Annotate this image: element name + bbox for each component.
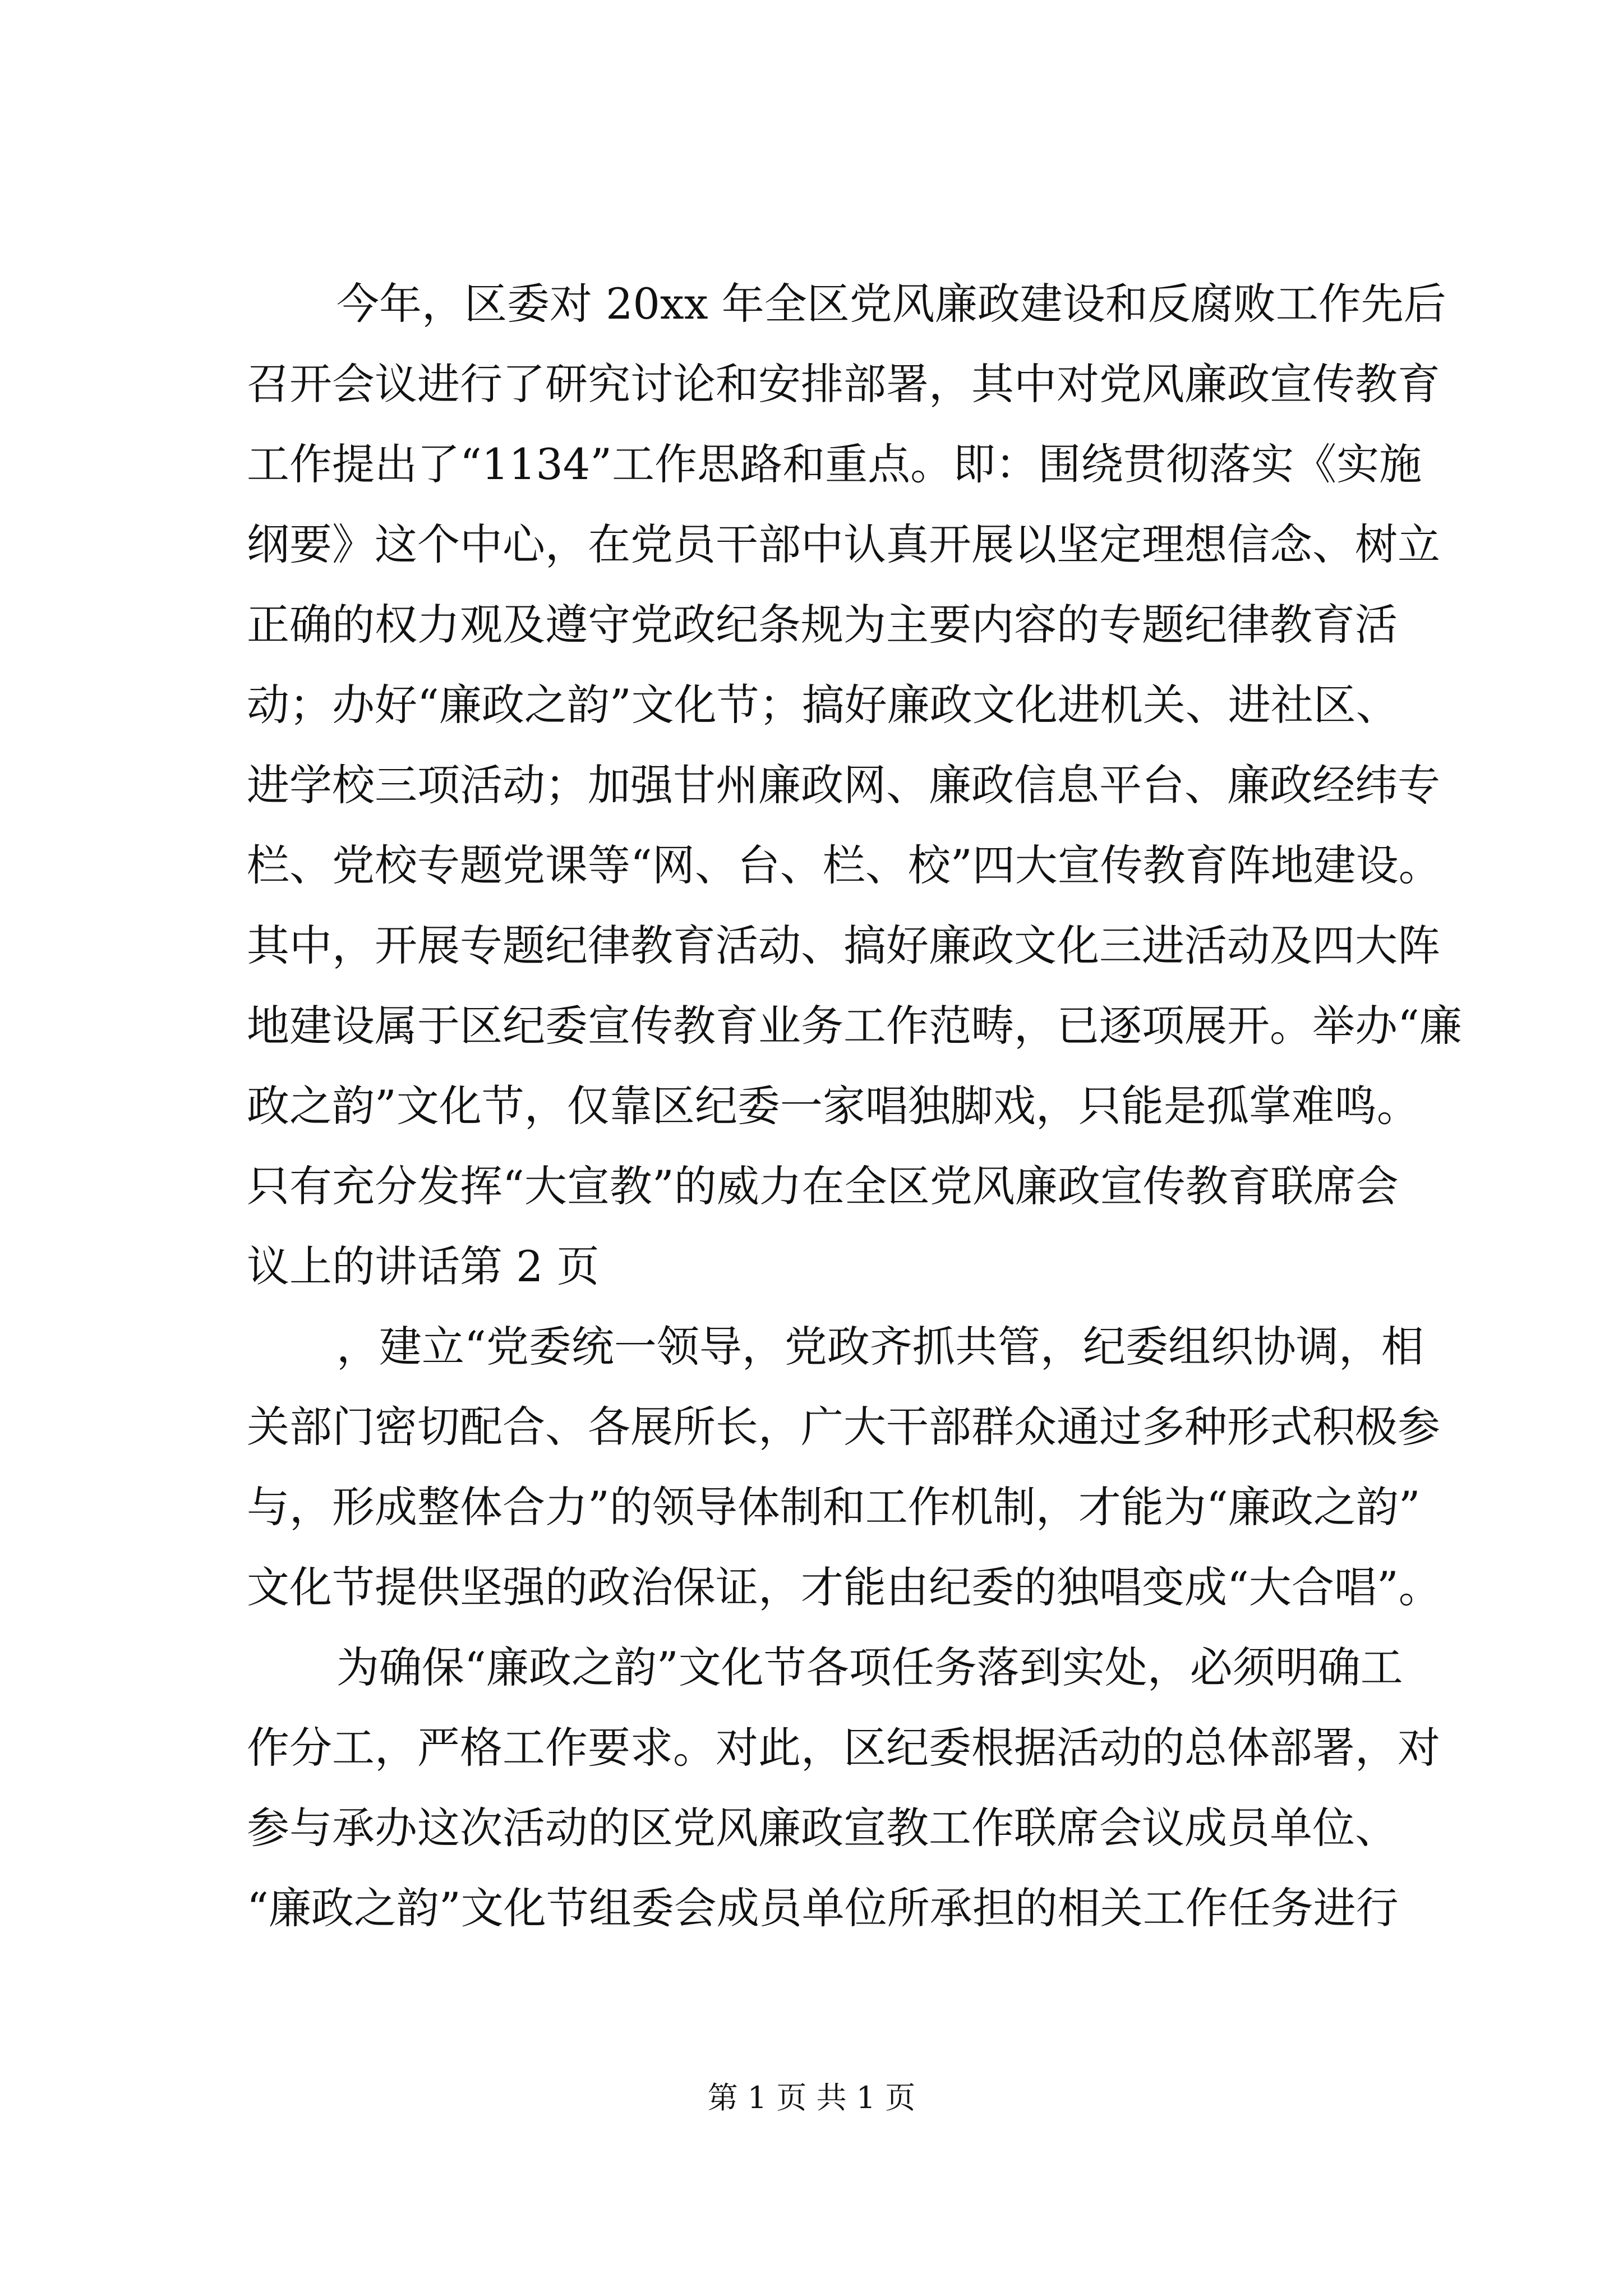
paragraph-line: 进学校三项活动；加强甘州廉政网、廉政信息平台、廉政经纬专 <box>247 760 1440 810</box>
paragraph-line: 议上的讲话第 2 页 <box>247 1241 600 1291</box>
paragraph-line: 今年，区委对 20xx 年全区党风廉政建设和反腐败工作先后 <box>336 279 1446 329</box>
paragraph-line: 其中，开展专题纪律教育活动、搞好廉政文化三进活动及四大阵 <box>247 921 1440 970</box>
document-body <box>247 264 1462 1948</box>
paragraph-line: 参与承办这次活动的区党风廉政宣教工作联席会议成员单位、 <box>247 1803 1398 1853</box>
paragraph-line: 地建设属于区纪委宣传教育业务工作范畴，已逐项展开。举办“廉 <box>247 1001 1462 1051</box>
paragraph-line: 召开会议进行了研究讨论和安排部署，其中对党风廉政宣传教育 <box>247 359 1440 409</box>
paragraph-line: 为确保“廉政之韵”文化节各项任务落到实处，必须明确工 <box>336 1642 1403 1692</box>
paragraph-line: 与，形成整体合力”的领导体制和工作机制，才能为“廉政之韵” <box>247 1482 1421 1532</box>
paragraph-line: 作分工，严格工作要求。对此，区纪委根据活动的总体部署，对 <box>247 1723 1440 1773</box>
paragraph-line: 文化节提供坚强的政治保证，才能由纪委的独唱变成“大合唱”。 <box>247 1562 1441 1612</box>
paragraph-line: 关部门密切配合、各展所长，广大干部群众通过多种形式积极参 <box>247 1402 1440 1452</box>
paragraph-line: 动；办好“廉政之韵”文化节；搞好廉政文化进机关、进社区、 <box>247 680 1399 730</box>
paragraph-line: 工作提出了“1134”工作思路和重点。即：围绕贯彻落实《实施 <box>247 439 1422 489</box>
paragraph-line: 栏、党校专题党课等“网、台、栏、校”四大宣传教育阵地建设。 <box>247 840 1441 890</box>
paragraph-line: 只有充分发挥“大宣教”的威力在全区党风廉政宣传教育联席会 <box>247 1161 1399 1211</box>
paragraph-line: 纲要》这个中心，在党员干部中认真开展以坚定理想信念、树立 <box>247 519 1440 569</box>
paragraph-line: 正确的权力观及遵守党政纪条规为主要内容的专题纪律教育活 <box>247 600 1398 650</box>
paragraph-line: “廉政之韵”文化节组委会成员单位所承担的相关工作任务进行 <box>247 1883 1399 1933</box>
page-footer: 第 1 页 共 1 页 <box>707 2080 916 2115</box>
paragraph-line: ，建立“党委统一领导，党政齐抓共管，纪委组织协调，相 <box>336 1322 1424 1372</box>
paragraph-line: 政之韵”文化节，仅靠区纪委一家唱独脚戏，只能是孤掌难鸣。 <box>247 1081 1419 1131</box>
